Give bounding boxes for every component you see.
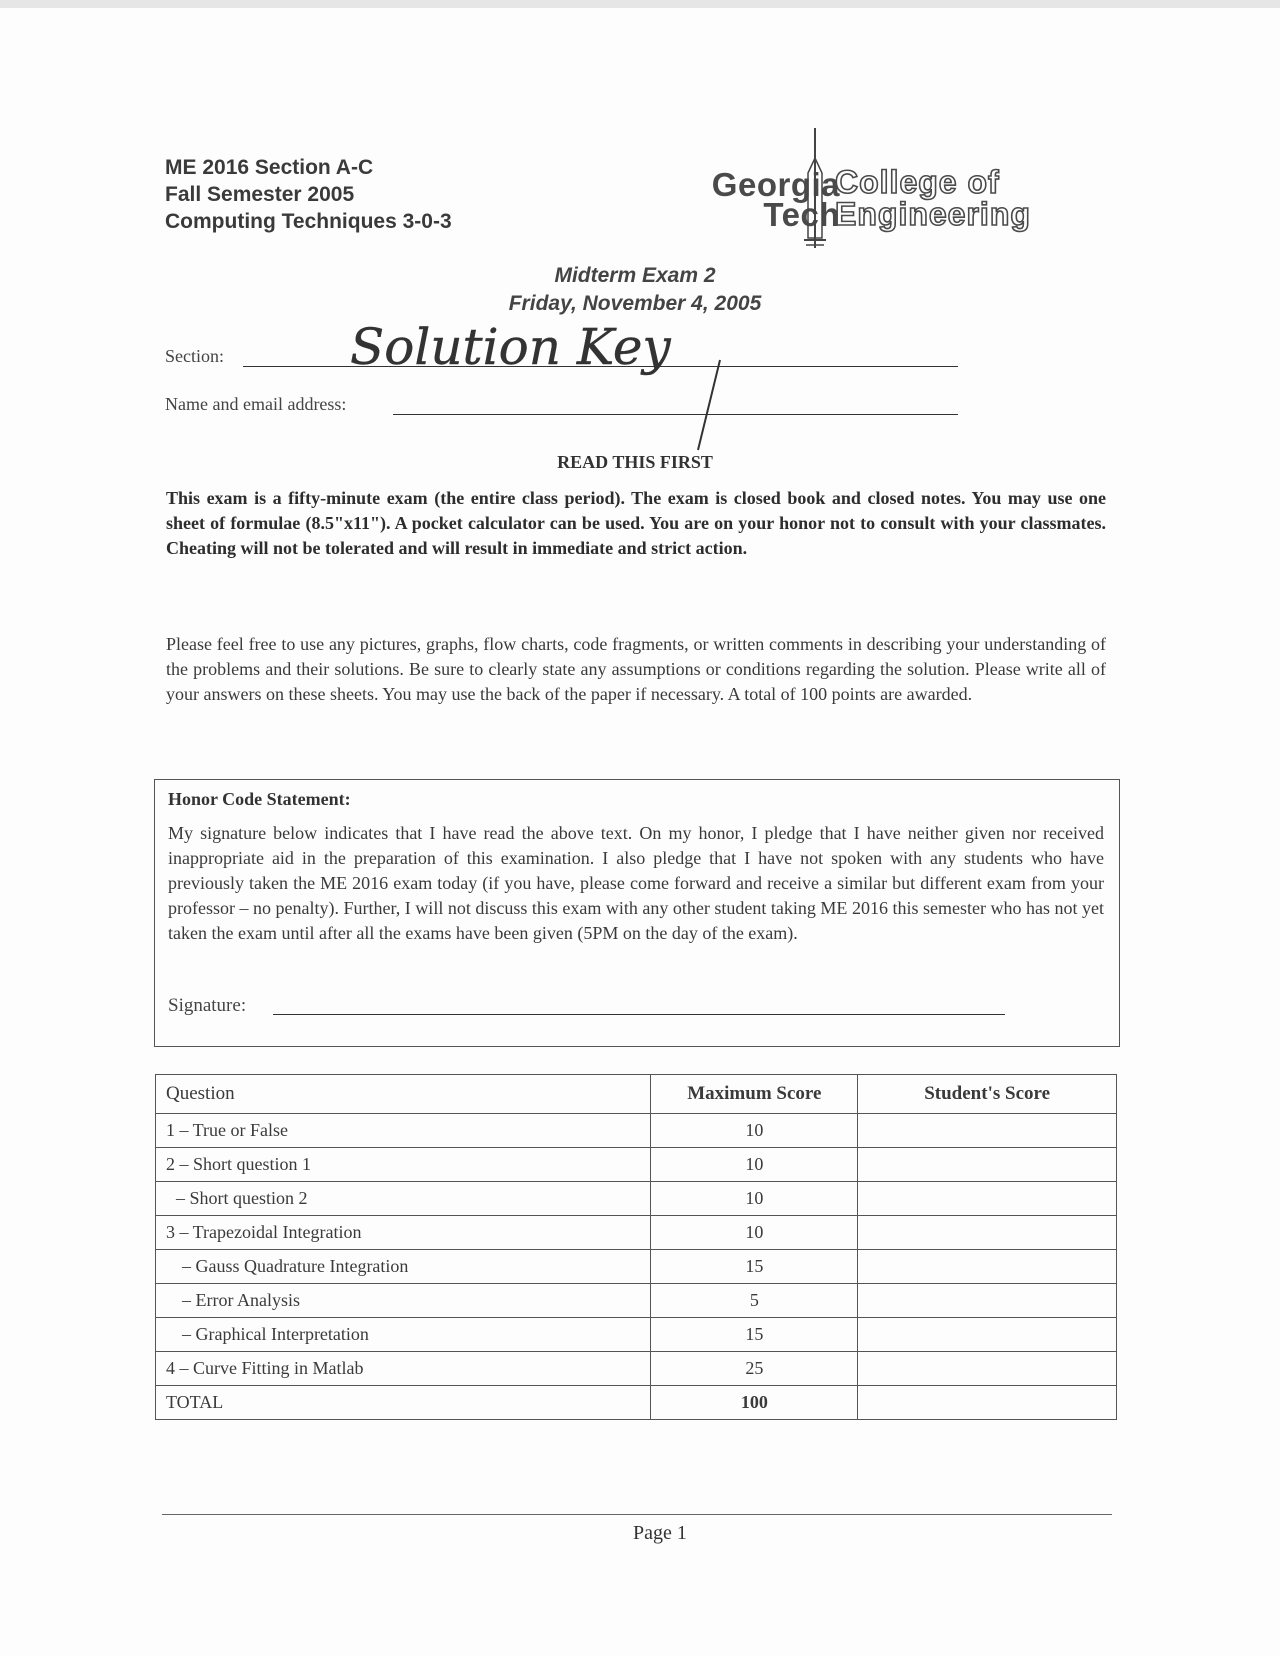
max-score-cell: 25 (651, 1352, 858, 1386)
max-score-cell: 10 (651, 1182, 858, 1216)
total-student-score-cell[interactable] (858, 1386, 1117, 1420)
question-cell: 3 – Trapezoidal Integration (156, 1216, 651, 1250)
exam-title: Midterm Exam 2 (554, 264, 716, 287)
max-score-cell: 5 (651, 1284, 858, 1318)
exam-date: Friday, November 4, 2005 (508, 292, 762, 315)
max-score-cell: 15 (651, 1250, 858, 1284)
table-row (156, 1284, 1117, 1318)
course-line-1: ME 2016 Section A-C (165, 156, 374, 179)
exam-rules-paragraph: This exam is a fifty-minute exam (the entire class period). The exam is closed book and closed notes. You may use one sheet of formulae (8.5"x11"). A pocket calculator can be used. You are on your honor not to consult with your classmates. Cheating will not be tolerated and will result in immediate and strict action. (166, 488, 1106, 558)
course-line-2: Fall Semester 2005 (165, 183, 355, 206)
score-table-header (156, 1075, 1117, 1114)
question-cell: 1 – True or False (156, 1114, 651, 1148)
course-info (165, 154, 452, 235)
section-label: Section: (165, 346, 224, 366)
table-row (156, 1148, 1117, 1182)
question-cell: 4 – Curve Fitting in Matlab (156, 1352, 651, 1386)
page-number: Page 1 (633, 1522, 687, 1544)
student-score-cell[interactable] (858, 1352, 1117, 1386)
question-cell: – Error Analysis (156, 1284, 651, 1318)
read-this-first-heading: READ THIS FIRST (557, 452, 713, 472)
footer-divider (162, 1514, 1112, 1515)
max-score-cell: 15 (651, 1318, 858, 1352)
header-question: Question (156, 1075, 651, 1114)
student-score-cell[interactable] (858, 1250, 1117, 1284)
logo-tech: Tech (763, 196, 840, 233)
georgia-tech-logo (640, 128, 1100, 258)
scan-edge (0, 0, 1280, 8)
question-cell: – Graphical Interpretation (156, 1318, 651, 1352)
name-email-label: Name and email address: (165, 394, 347, 414)
total-max-score-cell: 100 (651, 1386, 858, 1420)
logo-college-of: College of (835, 164, 1000, 200)
table-row (156, 1352, 1117, 1386)
handwritten-solution-key (340, 300, 810, 460)
score-table (155, 1074, 1117, 1420)
logo-engineering: Engineering (835, 196, 1031, 232)
question-cell: 2 – Short question 1 (156, 1148, 651, 1182)
question-cell: – Gauss Quadrature Integration (156, 1250, 651, 1284)
table-row-total (156, 1386, 1117, 1420)
table-row (156, 1216, 1117, 1250)
student-score-cell[interactable] (858, 1148, 1117, 1182)
student-score-cell[interactable] (858, 1182, 1117, 1216)
signature-field[interactable] (273, 1014, 1005, 1015)
max-score-cell: 10 (651, 1216, 858, 1250)
honor-code-box (154, 779, 1120, 1047)
logo-georgia: Georgia (711, 166, 840, 203)
honor-code-title: Honor Code Statement: (168, 789, 351, 809)
student-score-cell[interactable] (858, 1114, 1117, 1148)
header-students-score: Student's Score (858, 1075, 1117, 1114)
table-row (156, 1250, 1117, 1284)
max-score-cell: 10 (651, 1114, 858, 1148)
student-score-cell[interactable] (858, 1216, 1117, 1250)
course-line-3: Computing Techniques 3-0-3 (165, 210, 452, 233)
table-row (156, 1182, 1117, 1216)
question-cell: – Short question 2 (156, 1182, 651, 1216)
table-row (156, 1318, 1117, 1352)
header-maximum-score: Maximum Score (651, 1075, 858, 1114)
student-score-cell[interactable] (858, 1318, 1117, 1352)
total-label-cell: TOTAL (156, 1386, 651, 1420)
tower-icon (800, 128, 830, 258)
honor-code-text: My signature below indicates that I have read the above text. On my honor, I pledge that I have neither given nor received inappropriate aid in the preparation of this examination. I also pledge that I have not spoken with any students who have previously taken the ME 2016 exam today (if you have, please come forward and receive a similar but different exam from your professor – no penalty). Further, I will not discuss this exam with any other student taking ME 2016 this semester who has not yet taken the exam until after all the exams have been given (5PM on the day of the exam). (168, 823, 1104, 943)
table-row (156, 1114, 1117, 1148)
student-score-cell[interactable] (858, 1284, 1117, 1318)
exam-guidance-paragraph: Please feel free to use any pictures, graphs, flow charts, code fragments, or written comments in describing your understanding of the problems and their solutions. Be sure to clearly state any assumptions or conditions regarding the solution. Please write all of your answers on these sheets. You may use the back of the paper if necessary. A total of 100 points are awarded. (166, 634, 1106, 704)
logo-college-of-engineering (835, 166, 1031, 230)
section-handwritten-value: Solution Key (350, 318, 671, 376)
signature-label: Signature: (168, 995, 247, 1016)
max-score-cell: 10 (651, 1148, 858, 1182)
